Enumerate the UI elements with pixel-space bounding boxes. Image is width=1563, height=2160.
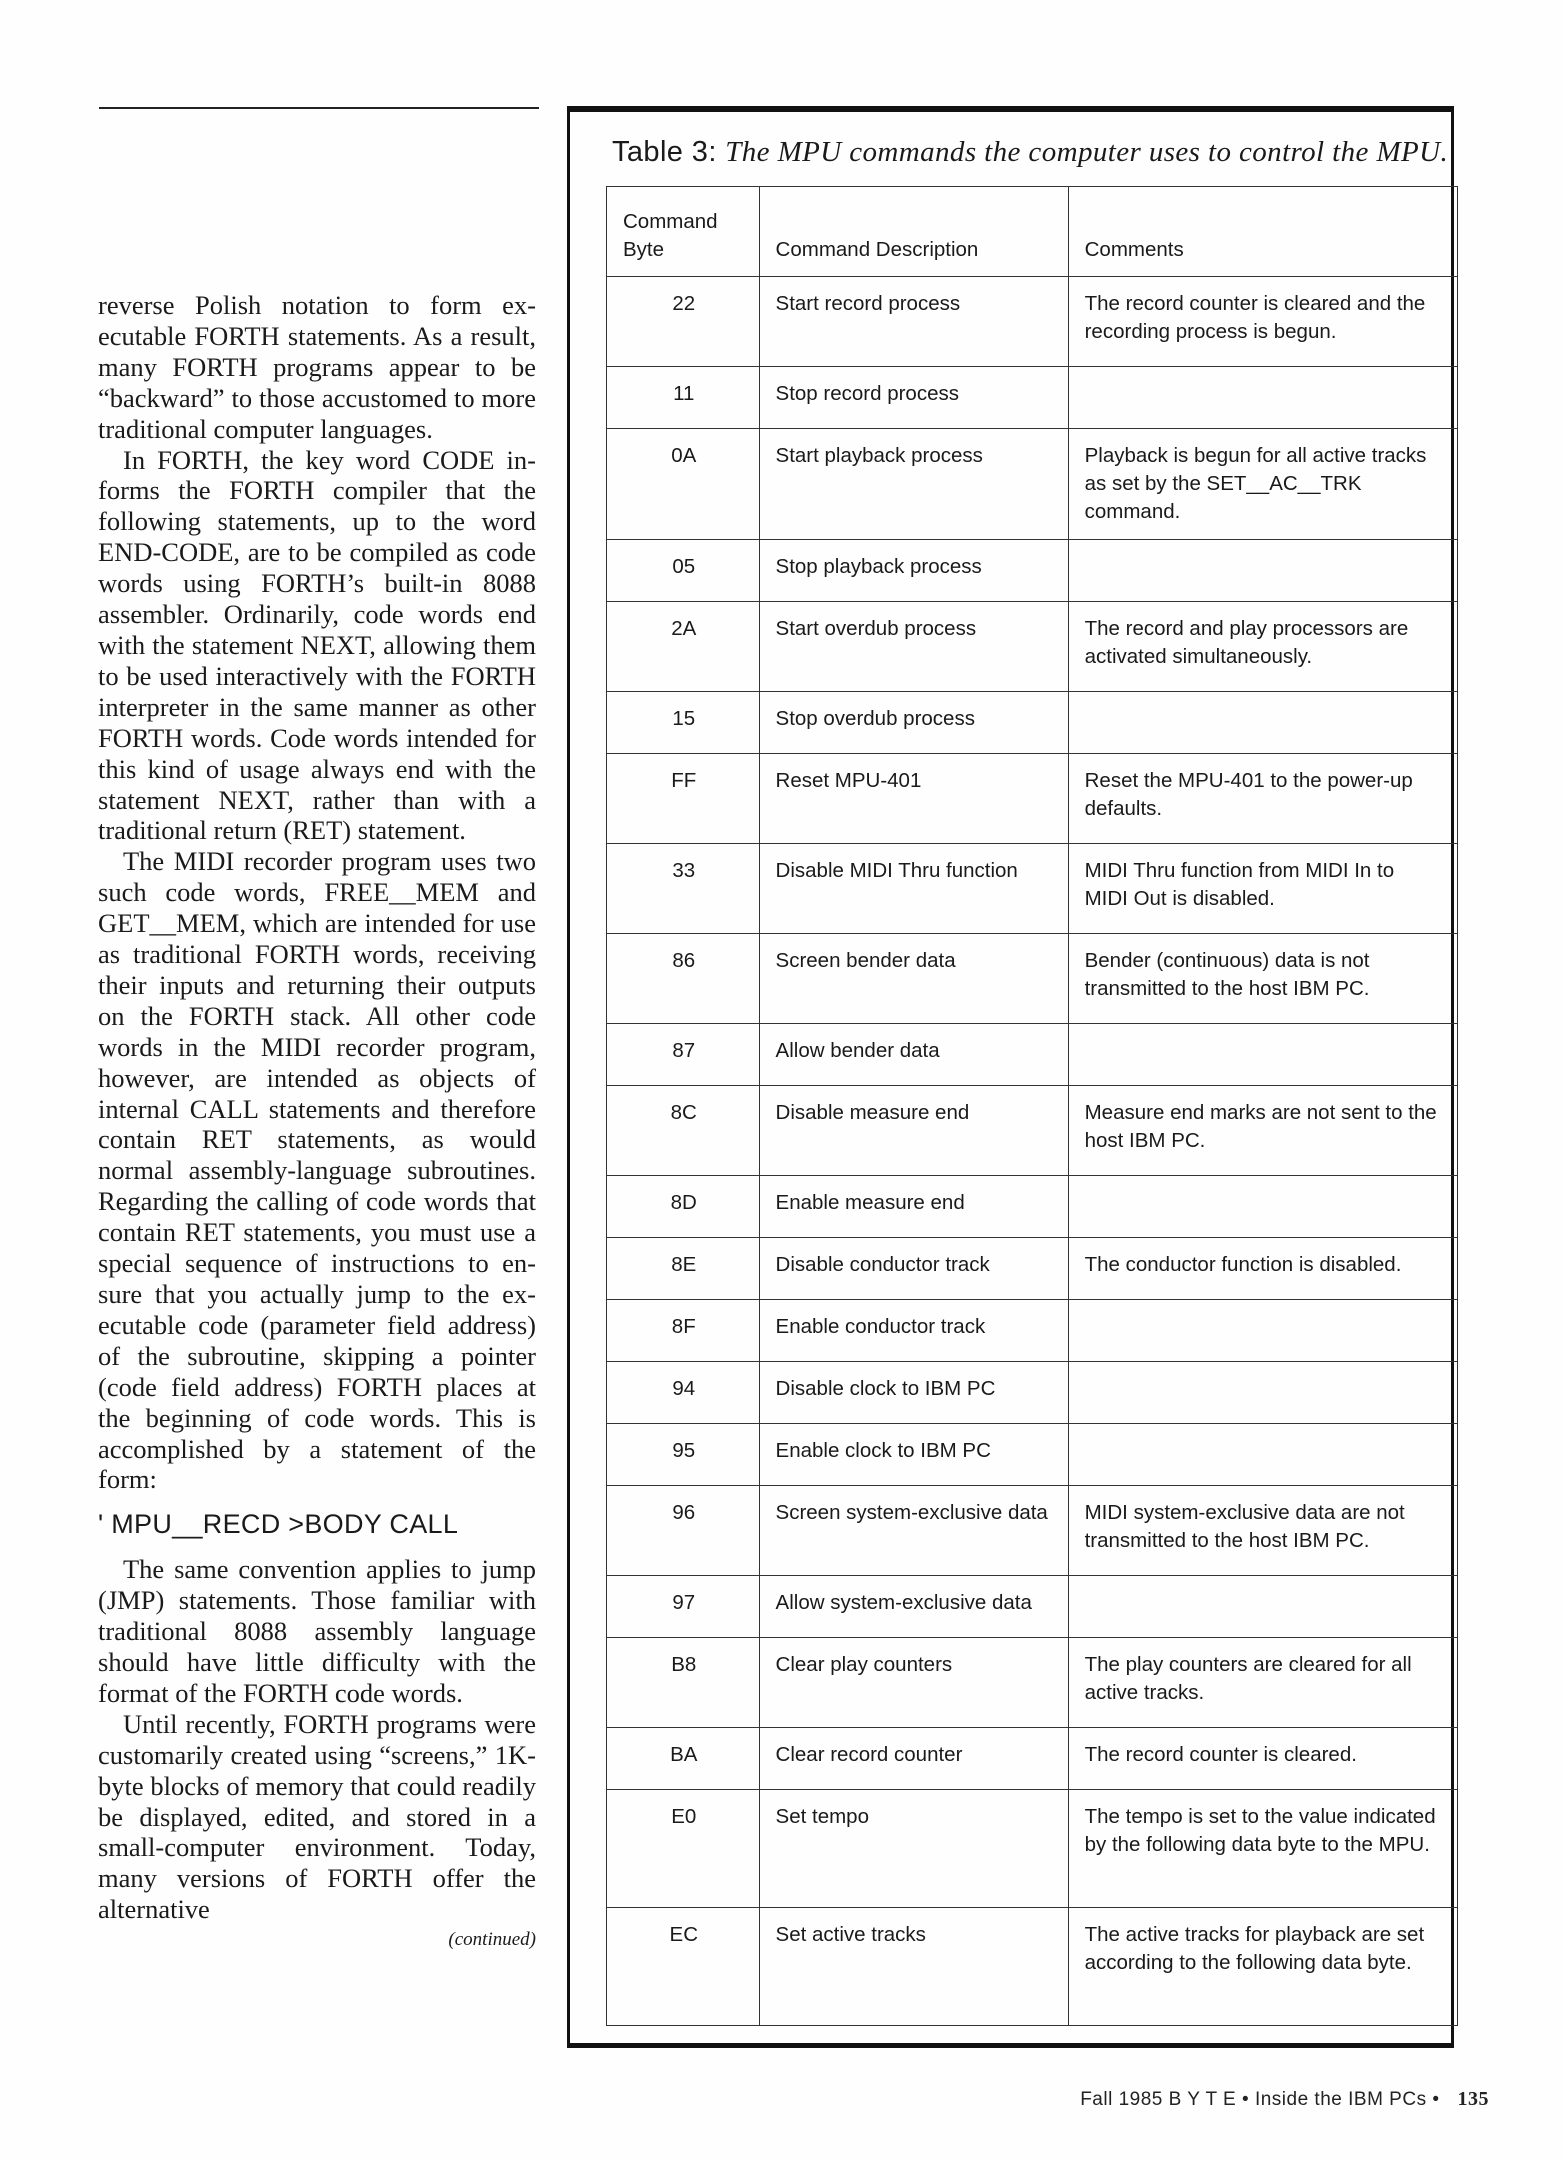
command-byte-cell: FF <box>607 754 760 844</box>
table-body <box>607 277 1458 2026</box>
table-row <box>607 1300 1458 1362</box>
command-description-cell: Start overdub process <box>759 602 1068 692</box>
command-description-cell: Start playback process <box>759 429 1068 540</box>
comment-cell: Measure end marks are not sent to the host IBM PC. <box>1068 1086 1457 1176</box>
comment-cell <box>1068 367 1457 429</box>
table-caption <box>612 136 1448 169</box>
table-row <box>607 1086 1458 1176</box>
comment-cell <box>1068 1362 1457 1424</box>
table-row <box>607 367 1458 429</box>
command-byte-cell: 15 <box>607 692 760 754</box>
comment-cell: The record counter is cleared. <box>1068 1728 1457 1790</box>
command-description-cell: Allow system-exclusive data <box>759 1576 1068 1638</box>
command-byte-cell: B8 <box>607 1638 760 1728</box>
command-description-cell: Disable conductor track <box>759 1238 1068 1300</box>
table-row <box>607 934 1458 1024</box>
command-byte-cell: 86 <box>607 934 760 1024</box>
comment-cell <box>1068 540 1457 602</box>
table-row <box>607 1362 1458 1424</box>
command-byte-cell: 96 <box>607 1486 760 1576</box>
caption-label: Table 3: <box>612 136 717 168</box>
continued-note: (continued) <box>448 1929 536 1951</box>
top-rule <box>99 107 539 109</box>
article-column <box>98 290 536 1953</box>
paragraph: Until recently, FORTH programs were customarily created using “screens,” 1K-byte blocks of memory that could readily be displayed, edited, and stored in a small-computer environment. Today, many versions of FORTH offer the alternative <box>98 1708 536 1925</box>
header-comments: Comments <box>1068 187 1457 277</box>
comment-cell: The record counter is cleared and the recording process is begun. <box>1068 277 1457 367</box>
command-byte-cell: E0 <box>607 1790 760 1908</box>
comment-cell <box>1068 1176 1457 1238</box>
code-example: ' MPU__RECD >BODY CALL <box>98 1509 459 1540</box>
table-row <box>607 1638 1458 1728</box>
header-command-description: Command Description <box>759 187 1068 277</box>
table-row <box>607 1238 1458 1300</box>
paragraph: In FORTH, the key word CODE informs the FORTH compiler that the following statements, up to the word END-CODE, are to be compiled as code words using FORTH’s built-in 8088 assembler. Ordinarily, code words end with the statement NEXT, allowing them to be used interactively with the FORTH interpreter in the same manner as other FORTH words. Code words intended for this kind of usage always end with the statement NEXT, rather than with a traditional return (RET) statement. <box>98 444 536 846</box>
command-byte-cell: BA <box>607 1728 760 1790</box>
comment-cell <box>1068 692 1457 754</box>
command-description-cell: Screen bender data <box>759 934 1068 1024</box>
command-description-cell: Start record process <box>759 277 1068 367</box>
command-description-cell: Disable clock to IBM PC <box>759 1362 1068 1424</box>
table-row <box>607 1576 1458 1638</box>
command-byte-cell: 8E <box>607 1238 760 1300</box>
command-description-cell: Stop playback process <box>759 540 1068 602</box>
command-description-cell: Set active tracks <box>759 1908 1068 2026</box>
command-description-cell: Enable measure end <box>759 1176 1068 1238</box>
command-description-cell: Clear play counters <box>759 1638 1068 1728</box>
table-row <box>607 1024 1458 1086</box>
comment-cell <box>1068 1024 1457 1086</box>
command-description-cell: Stop overdub process <box>759 692 1068 754</box>
command-byte-cell: 22 <box>607 277 760 367</box>
table-row <box>607 1790 1458 1908</box>
table-row <box>607 1424 1458 1486</box>
table-row <box>607 754 1458 844</box>
comment-cell: The active tracks for playback are set according to the following data byte. <box>1068 1908 1457 2026</box>
command-description-cell: Screen system-exclusive data <box>759 1486 1068 1576</box>
command-byte-cell: 97 <box>607 1576 760 1638</box>
command-description-cell: Enable conductor track <box>759 1300 1068 1362</box>
caption-text: The MPU commands the computer uses to control the MPU. <box>725 136 1449 168</box>
table-row <box>607 1728 1458 1790</box>
command-description-cell: Enable clock to IBM PC <box>759 1424 1068 1486</box>
page-footer <box>1080 2088 1489 2111</box>
command-byte-cell: 0A <box>607 429 760 540</box>
table-row <box>607 844 1458 934</box>
command-byte-cell: 8D <box>607 1176 760 1238</box>
command-description-cell: Disable MIDI Thru function <box>759 844 1068 934</box>
command-byte-cell: 94 <box>607 1362 760 1424</box>
command-byte-cell: 05 <box>607 540 760 602</box>
paragraph: The same convention applies to jump (JMP) statements. Those familiar with traditional 8088 assembly language should have little difficulty with the format of the FORTH code words. <box>98 1554 536 1708</box>
command-byte-cell: 87 <box>607 1024 760 1086</box>
table-row <box>607 692 1458 754</box>
table-row <box>607 429 1458 540</box>
mpu-command-table <box>606 186 1458 2026</box>
table-row <box>607 1176 1458 1238</box>
command-description-cell: Allow bender data <box>759 1024 1068 1086</box>
command-byte-cell: 8C <box>607 1086 760 1176</box>
comment-cell: The conductor function is disabled. <box>1068 1238 1457 1300</box>
comment-cell: The play counters are cleared for all active tracks. <box>1068 1638 1457 1728</box>
comment-cell: The record and play processors are activated simultaneously. <box>1068 602 1457 692</box>
command-byte-cell: 8F <box>607 1300 760 1362</box>
comment-cell <box>1068 1300 1457 1362</box>
paragraph: The MIDI recorder program uses two such code words, FREE__MEM and GET__MEM, which are intended for use as traditional FORTH words, receiving their inputs and returning their outputs on the FORTH stack. All other code words in the MIDI recorder program, however, are intended as objects of internal CALL statements and therefore contain RET statements, as would normal assembly-language subroutines. Regarding the calling of code words that contain RET statements, you must use a special sequence of instructions to ensure that you actually jump to the executable code (parameter field address) of the subroutine, skipping a pointer (code field address) FORTH places at the beginning of code words. This is accomplished by a statement of the form: <box>98 846 536 1495</box>
table-box <box>567 106 1454 2048</box>
command-description-cell: Clear record counter <box>759 1728 1068 1790</box>
table-row <box>607 1908 1458 2026</box>
table-row <box>607 277 1458 367</box>
comment-cell: Bender (continuous) data is not transmitted to the host IBM PC. <box>1068 934 1457 1024</box>
command-description-cell: Set tempo <box>759 1790 1068 1908</box>
command-description-cell: Disable measure end <box>759 1086 1068 1176</box>
header-command-byte: Command Byte <box>607 187 760 277</box>
footer-text: Fall 1985 B Y T E • Inside the IBM PCs • <box>1080 2089 1440 2110</box>
paragraph: reverse Polish notation to form executable FORTH statements. As a result, many FORTH programs appear to be “backward” to those accustomed to more traditional computer languages. <box>98 290 536 444</box>
command-description-cell: Reset MPU-401 <box>759 754 1068 844</box>
comment-cell: The tempo is set to the value indicated by the following data byte to the MPU. <box>1068 1790 1457 1908</box>
table-row <box>607 540 1458 602</box>
page-number: 135 <box>1457 2088 1489 2110</box>
command-byte-cell: 95 <box>607 1424 760 1486</box>
command-description-cell: Stop record process <box>759 367 1068 429</box>
command-byte-cell: 11 <box>607 367 760 429</box>
table-row <box>607 1486 1458 1576</box>
comment-cell <box>1068 1424 1457 1486</box>
command-byte-cell: 33 <box>607 844 760 934</box>
table-header-row <box>607 187 1458 277</box>
command-byte-cell: EC <box>607 1908 760 2026</box>
command-byte-cell: 2A <box>607 602 760 692</box>
comment-cell: Reset the MPU-401 to the power-up defaults. <box>1068 754 1457 844</box>
comment-cell <box>1068 1576 1457 1638</box>
comment-cell: Playback is begun for all active tracks as set by the SET__AC__TRK command. <box>1068 429 1457 540</box>
comment-cell: MIDI system-exclusive data are not transmitted to the host IBM PC. <box>1068 1486 1457 1576</box>
comment-cell: MIDI Thru function from MIDI In to MIDI Out is disabled. <box>1068 844 1457 934</box>
table-row <box>607 602 1458 692</box>
